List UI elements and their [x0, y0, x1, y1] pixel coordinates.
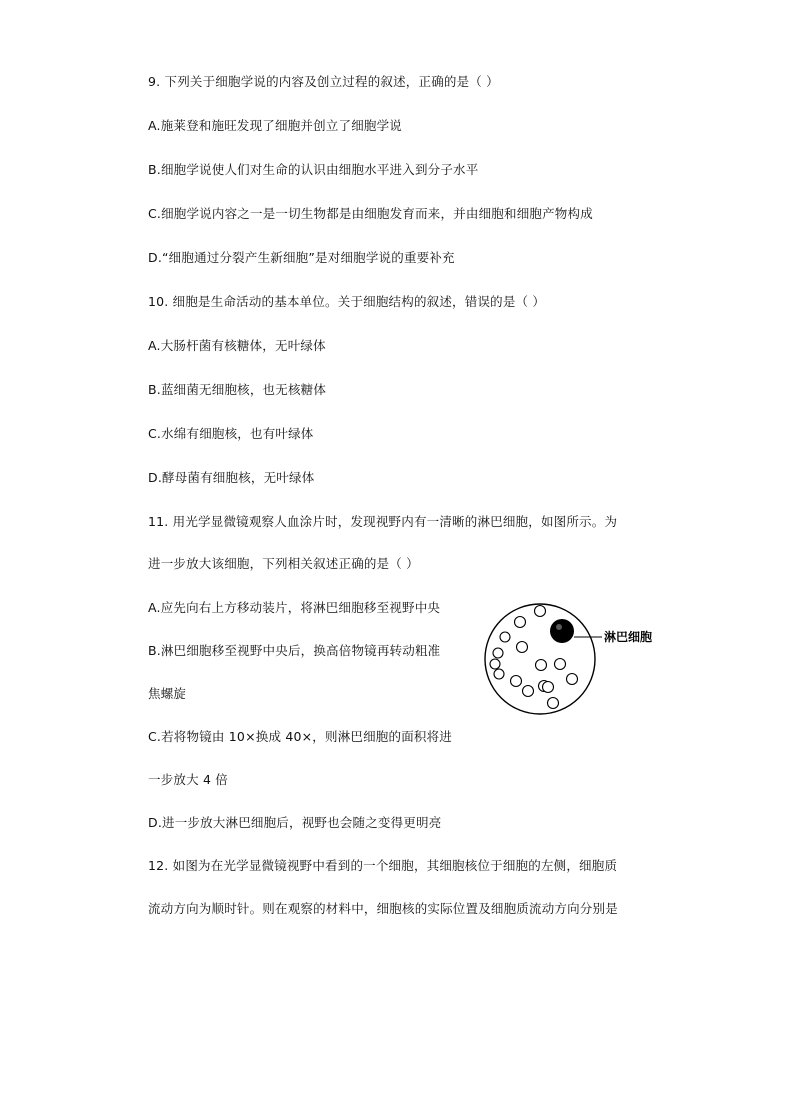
red-blood-cell [500, 632, 510, 642]
red-blood-cell [511, 676, 522, 687]
q10-option-b: B.蓝细菌无细胞核，也无核糖体 [148, 382, 327, 397]
q10-option-d: D.酵母菌有细胞核，无叶绿体 [148, 470, 315, 485]
q9-stem: 9. 下列关于细胞学说的内容及创立过程的叙述，正确的是（ ） [148, 74, 499, 89]
lymphocyte-label: 淋巴细胞 [604, 630, 653, 644]
q12-stem-line-2: 流动方向为顺时针。则在观察的材料中，细胞核的实际位置及细胞质流动方向分别是 [148, 901, 618, 916]
microscope-field-figure [480, 595, 670, 725]
red-blood-cell [536, 660, 547, 671]
red-blood-cell [494, 669, 504, 679]
q11-option-b: B.淋巴细胞移至视野中央后，换高倍物镜再转动粗准 [148, 643, 441, 658]
red-blood-cell [523, 686, 534, 697]
q11-option-a: A.应先向右上方移动装片，将淋巴细胞移至视野中央 [148, 600, 441, 615]
red-blood-cell [490, 659, 500, 669]
red-blood-cell [567, 674, 578, 685]
q9-option-c: C.细胞学说内容之一是一切生物都是由细胞发育而来，并由细胞和细胞产物构成 [148, 206, 593, 221]
q11-option-c-cont: 一步放大 4 倍 [148, 772, 228, 787]
q11-option-d: D.进一步放大淋巴细胞后，视野也会随之变得更明亮 [148, 815, 442, 830]
field-of-view-circle [485, 604, 595, 714]
q11-stem-line-1: 11. 用光学显微镜观察人血涂片时，发现视野内有一清晰的淋巴细胞，如图所示。为 [148, 514, 618, 529]
q9-option-b: B.细胞学说使人们对生命的认识由细胞水平进入到分子水平 [148, 162, 479, 177]
q10-option-a: A.大肠杆菌有核糖体，无叶绿体 [148, 338, 326, 353]
red-blood-cell [535, 606, 546, 617]
red-blood-cell [515, 617, 526, 628]
q9-option-d: D.“细胞通过分裂产生新细胞”是对细胞学说的重要补充 [148, 250, 455, 265]
red-blood-cell [555, 659, 566, 670]
red-blood-cell [493, 648, 503, 658]
q11-stem-line-2: 进一步放大该细胞，下列相关叙述正确的是（ ） [148, 556, 419, 571]
q11-option-b-cont: 焦螺旋 [148, 686, 187, 701]
red-blood-cell [517, 642, 528, 653]
lymphocyte [550, 619, 574, 643]
q10-option-c: C.水绵有细胞核，也有叶绿体 [148, 426, 314, 441]
red-blood-cell [548, 698, 559, 709]
q12-stem-line-1: 12. 如图为在光学显微镜视野中看到的一个细胞，其细胞核位于细胞的左侧，细胞质 [148, 858, 618, 873]
red-blood-cell [543, 682, 554, 693]
q11-option-c: C.若将物镜由 10×换成 40×，则淋巴细胞的面积将进 [148, 729, 453, 744]
q10-stem: 10. 细胞是生命活动的基本单位。关于细胞结构的叙述，错误的是（ ） [148, 294, 546, 309]
q9-option-a: A.施莱登和施旺发现了细胞并创立了细胞学说 [148, 118, 403, 133]
